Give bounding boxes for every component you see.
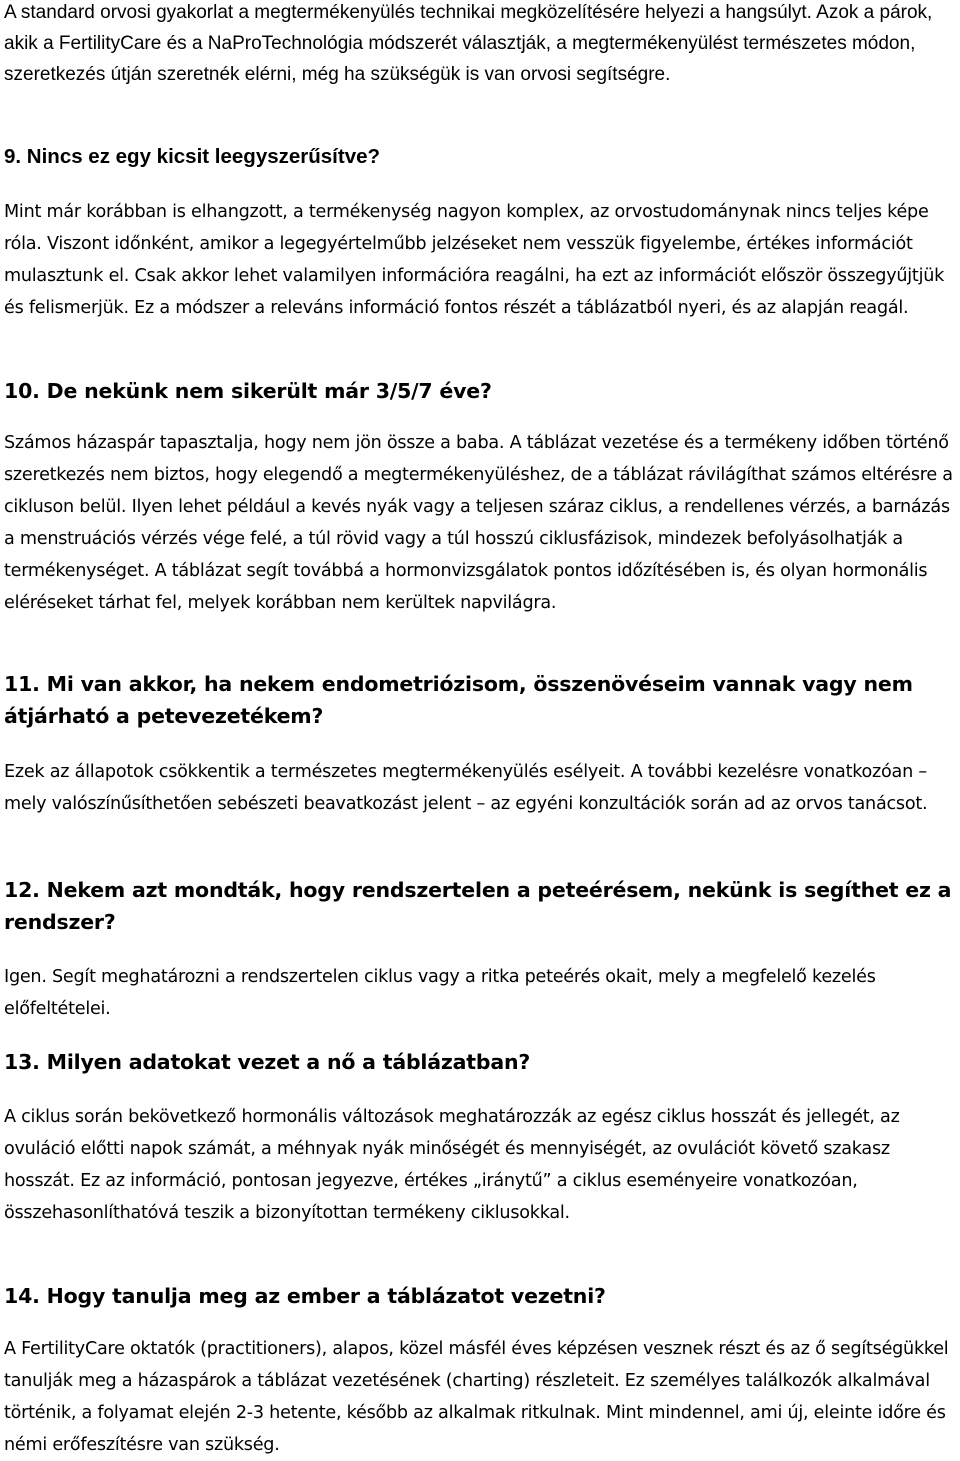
question-11-heading: 11. Mi van akkor, ha nekem endometriózisom, összenövéseim vannak vagy nem átjárható a petevezetékem? bbox=[4, 672, 913, 728]
question-13-heading: 13. Milyen adatokat vezet a nő a táblázatban? bbox=[4, 1050, 531, 1074]
answer-10-paragraph: Számos házaspár tapasztalja, hogy nem jön össze a baba. A táblázat vezetése és a termékeny időben történő szeretkezés nem biztos, hogy elegendő a megtermékenyüléshez, de a táblázat rávilágíthat számos eltérésre a cikluson belül. Ilyen lehet például a kevés nyák vagy a teljesen száraz ciklus, a rendellenes vérzés, a barnázás a menstruációs vérzés vége felé, a túl rövid vagy a túl hosszú ciklusfázisok, mindezek befolyásolhatják a termékenységet. A táblázat segít továbbá a hormonvizsgálatok pontos időzítésében is, és olyan hormonális eléréseket tárhat fel, melyek korábban nem kerültek napvilágra. bbox=[4, 433, 953, 613]
answer-11-paragraph: Ezek az állapotok csökkentik a természetes megtermékenyülés esélyeit. A további kezelésre vonatkozóan – mely valószínűsíthetően sebészeti beavatkozást jelent – az egyéni konzultációk során ad az orvos tanácsot. bbox=[4, 762, 928, 814]
answer-9-paragraph: Mint már korábban is elhangzott, a termékenység nagyon komplex, az orvostudománynak nincs teljes képe róla. Viszont időnként, amikor a legegyértelműbb jelzéseket nem vesszük figyelembe, értékes információt mulasztunk el. Csak akkor lehet valamilyen információra reagálni, ha ezt az információt először összegyűjtjük és felismerjük. Ez a módszer a releváns információ fontos részét a táblázatból nyeri, és az alapján reagál. bbox=[4, 202, 945, 318]
answer-14-paragraph: A FertilityCare oktatók (practitioners), alapos, közel másfél éves képzésen vesznek részt és az ő segítségükkel tanulják meg a házaspárok a táblázat vezetésének (charting) részleteit. Ez személyes találkozók alkalmával történik, a folyamat elején 2-3 hetente, később az alkalmak ritkulnak. Mint mindennel, ami új, eleinte időre és némi erőfeszítésre van szükség. bbox=[4, 1339, 949, 1455]
intro-paragraph: A standard orvosi gyakorlat a megtermékenyülés technikai megközelítésére helyezi a hangsúlyt. Azok a párok, akik a FertilityCare és a NaProTechnológia módszerét választják, a megtermékenyülést természetes módon, szeretkezés útján szeretnék elérni, még ha szükségük is van orvosi segítségre. bbox=[4, 2, 933, 85]
question-14-heading: 14. Hogy tanulja meg az ember a táblázatot vezetni? bbox=[4, 1284, 606, 1308]
answer-12-paragraph: Igen. Segít meghatározni a rendszertelen ciklus vagy a ritka peteérés okait, mely a megfelelő kezelés előfeltételei. bbox=[4, 967, 876, 1019]
question-9-heading: 9. Nincs ez egy kicsit leegyszerűsítve? bbox=[4, 145, 381, 168]
question-10-heading: 10. De nekünk nem sikerült már 3/5/7 éve? bbox=[4, 379, 492, 403]
question-12-heading: 12. Nekem azt mondták, hogy rendszertelen a peteérésem, nekünk is segíthet ez a rendszer? bbox=[4, 878, 952, 934]
answer-13-paragraph: A ciklus során bekövetkező hormonális változások meghatározzák az egész ciklus hosszát és jellegét, az ovuláció előtti napok számát, a méhnyak nyák minőségét és mennyiségét, az ovulációt követő szakasz hosszát. Ez az információ, pontosan jegyezve, értékes „iránytű” a ciklus eseményeire vonatkozóan, összehasonlíthatóvá teszik a bizonyítottan termékeny ciklusokkal. bbox=[4, 1107, 900, 1223]
